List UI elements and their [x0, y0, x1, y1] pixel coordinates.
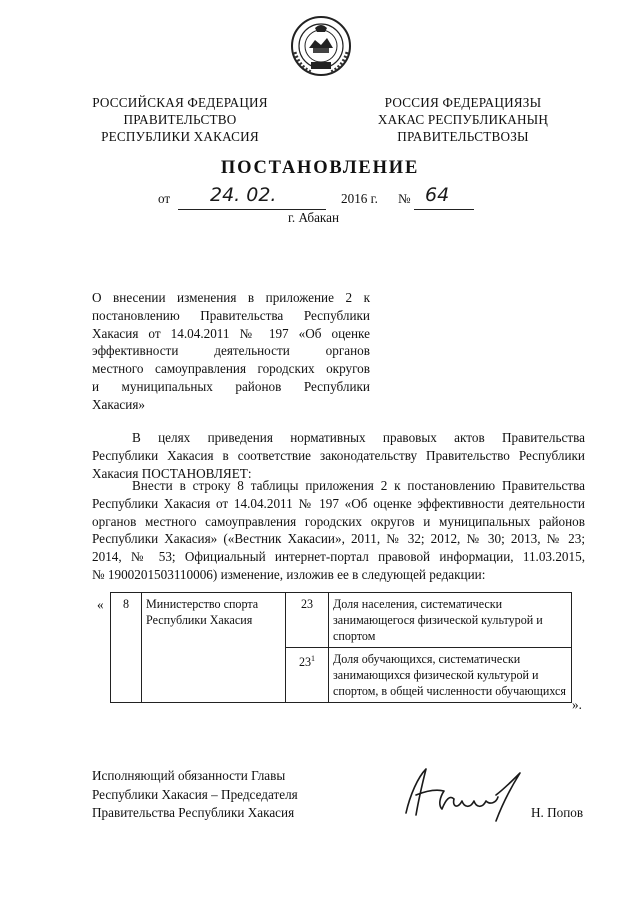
indicator-code-cell: [286, 593, 329, 648]
indicator-text-cell: Доля населения, систематически занимающегося физической культурой и спортом: [329, 593, 572, 648]
amendment-table: [110, 592, 572, 703]
subject-line: и муниципальных районов Республики: [92, 378, 370, 394]
subject-line: Хакасия от 14.04.2011 № 197 «Об оценке: [92, 325, 370, 341]
body-line: 2014, № 53; Официальный интернет-портал правовой информации, 11.03.2015,: [92, 549, 585, 565]
header-left-line: РОССИЙСКАЯ ФЕДЕРАЦИЯ: [92, 95, 268, 110]
signature-title: [92, 767, 298, 823]
subject-line: О внесении изменения в приложение 2 к: [92, 290, 370, 305]
header-right-khakas: [358, 94, 568, 145]
body-line: В целях приведения нормативных правовых актов Правительства: [132, 430, 585, 445]
body-line: Хакасия ПОСТАНОВЛЯЕТ:: [92, 465, 252, 481]
ministry-cell: Министерство спорта Республики Хакасия: [142, 593, 286, 703]
body-line: Республики Хакасия от 14.04.2011 № 197 «Об оценке эффективности деятельности: [92, 495, 585, 511]
close-quote: ».: [572, 697, 582, 712]
header-right-line: ПРАВИТЕЛЬСТВОЗЫ: [397, 129, 529, 144]
subject-line: Хакасия»: [92, 396, 146, 412]
date-prefix: от: [158, 191, 171, 206]
subject-line: постановлению Правительства Республики: [92, 307, 370, 323]
body-line: № 1900201503110006) изменение, изложив ее в следующей редакции:: [92, 566, 486, 582]
preamble-paragraph: [92, 429, 585, 482]
handwritten-number: 64: [425, 184, 450, 206]
header-left-line: ПРАВИТЕЛЬСТВО: [123, 112, 237, 127]
coat-of-arms-emblem: [289, 14, 353, 78]
city-name: г. Абакан: [288, 210, 340, 225]
signer-position-line: Исполняющий обязанности Главы: [92, 768, 286, 783]
indicator-code: 23: [300, 597, 314, 611]
header-right-line: ХАКАС РЕСПУБЛИКАНЫҢ: [377, 112, 549, 127]
signer-name: Н. Попов: [531, 805, 584, 820]
signer-position-line: Правительства Республики Хакасия: [92, 805, 295, 820]
indicator-code: 23: [298, 655, 312, 670]
table-row: [111, 593, 572, 648]
subject-line: местного самоуправления городских округов: [92, 361, 370, 377]
resolution-paragraph: [92, 477, 585, 584]
indicator-code-superscript: 1: [311, 654, 316, 663]
indicator-code-cell: [286, 648, 329, 703]
body-line: Внести в строку 8 таблицы приложения 2 к постановлению Правительства: [132, 478, 585, 493]
row-number-cell: 8: [111, 593, 142, 703]
number-sign: №: [398, 191, 411, 206]
year-text: 2016 г.: [341, 191, 378, 206]
open-quote: «: [97, 597, 104, 612]
document-type-title: ПОСТАНОВЛЕНИЕ: [220, 158, 420, 178]
indicator-text-cell: Доля обучающихся, систематически занимающихся физической культурой и спортом, в общей численности обучающихся: [329, 648, 572, 703]
body-line: органов местного самоуправления городских округов и муниципальных районов: [92, 513, 585, 529]
body-line: Республики Хакасия в соответствие законодательству Правительство Республики: [92, 447, 585, 463]
handwritten-signature: [392, 755, 542, 835]
header-left-russian: [80, 94, 280, 145]
header-left-line: РЕСПУБЛИКИ ХАКАСИЯ: [101, 129, 259, 144]
body-line: Республики Хакасия» («Вестник Хакасии», 2011, № 32; 2012, № 30; 2013, № 23;: [92, 531, 585, 547]
subject-heading: [92, 289, 370, 414]
header-right-line: РОССИЯ ФЕДЕРАЦИЯЗЫ: [384, 95, 542, 110]
handwritten-date: 24. 02.: [210, 184, 277, 206]
subject-line: эффективности деятельности органов: [92, 343, 370, 359]
signer-position-line: Республики Хакасия – Председателя: [92, 786, 298, 802]
